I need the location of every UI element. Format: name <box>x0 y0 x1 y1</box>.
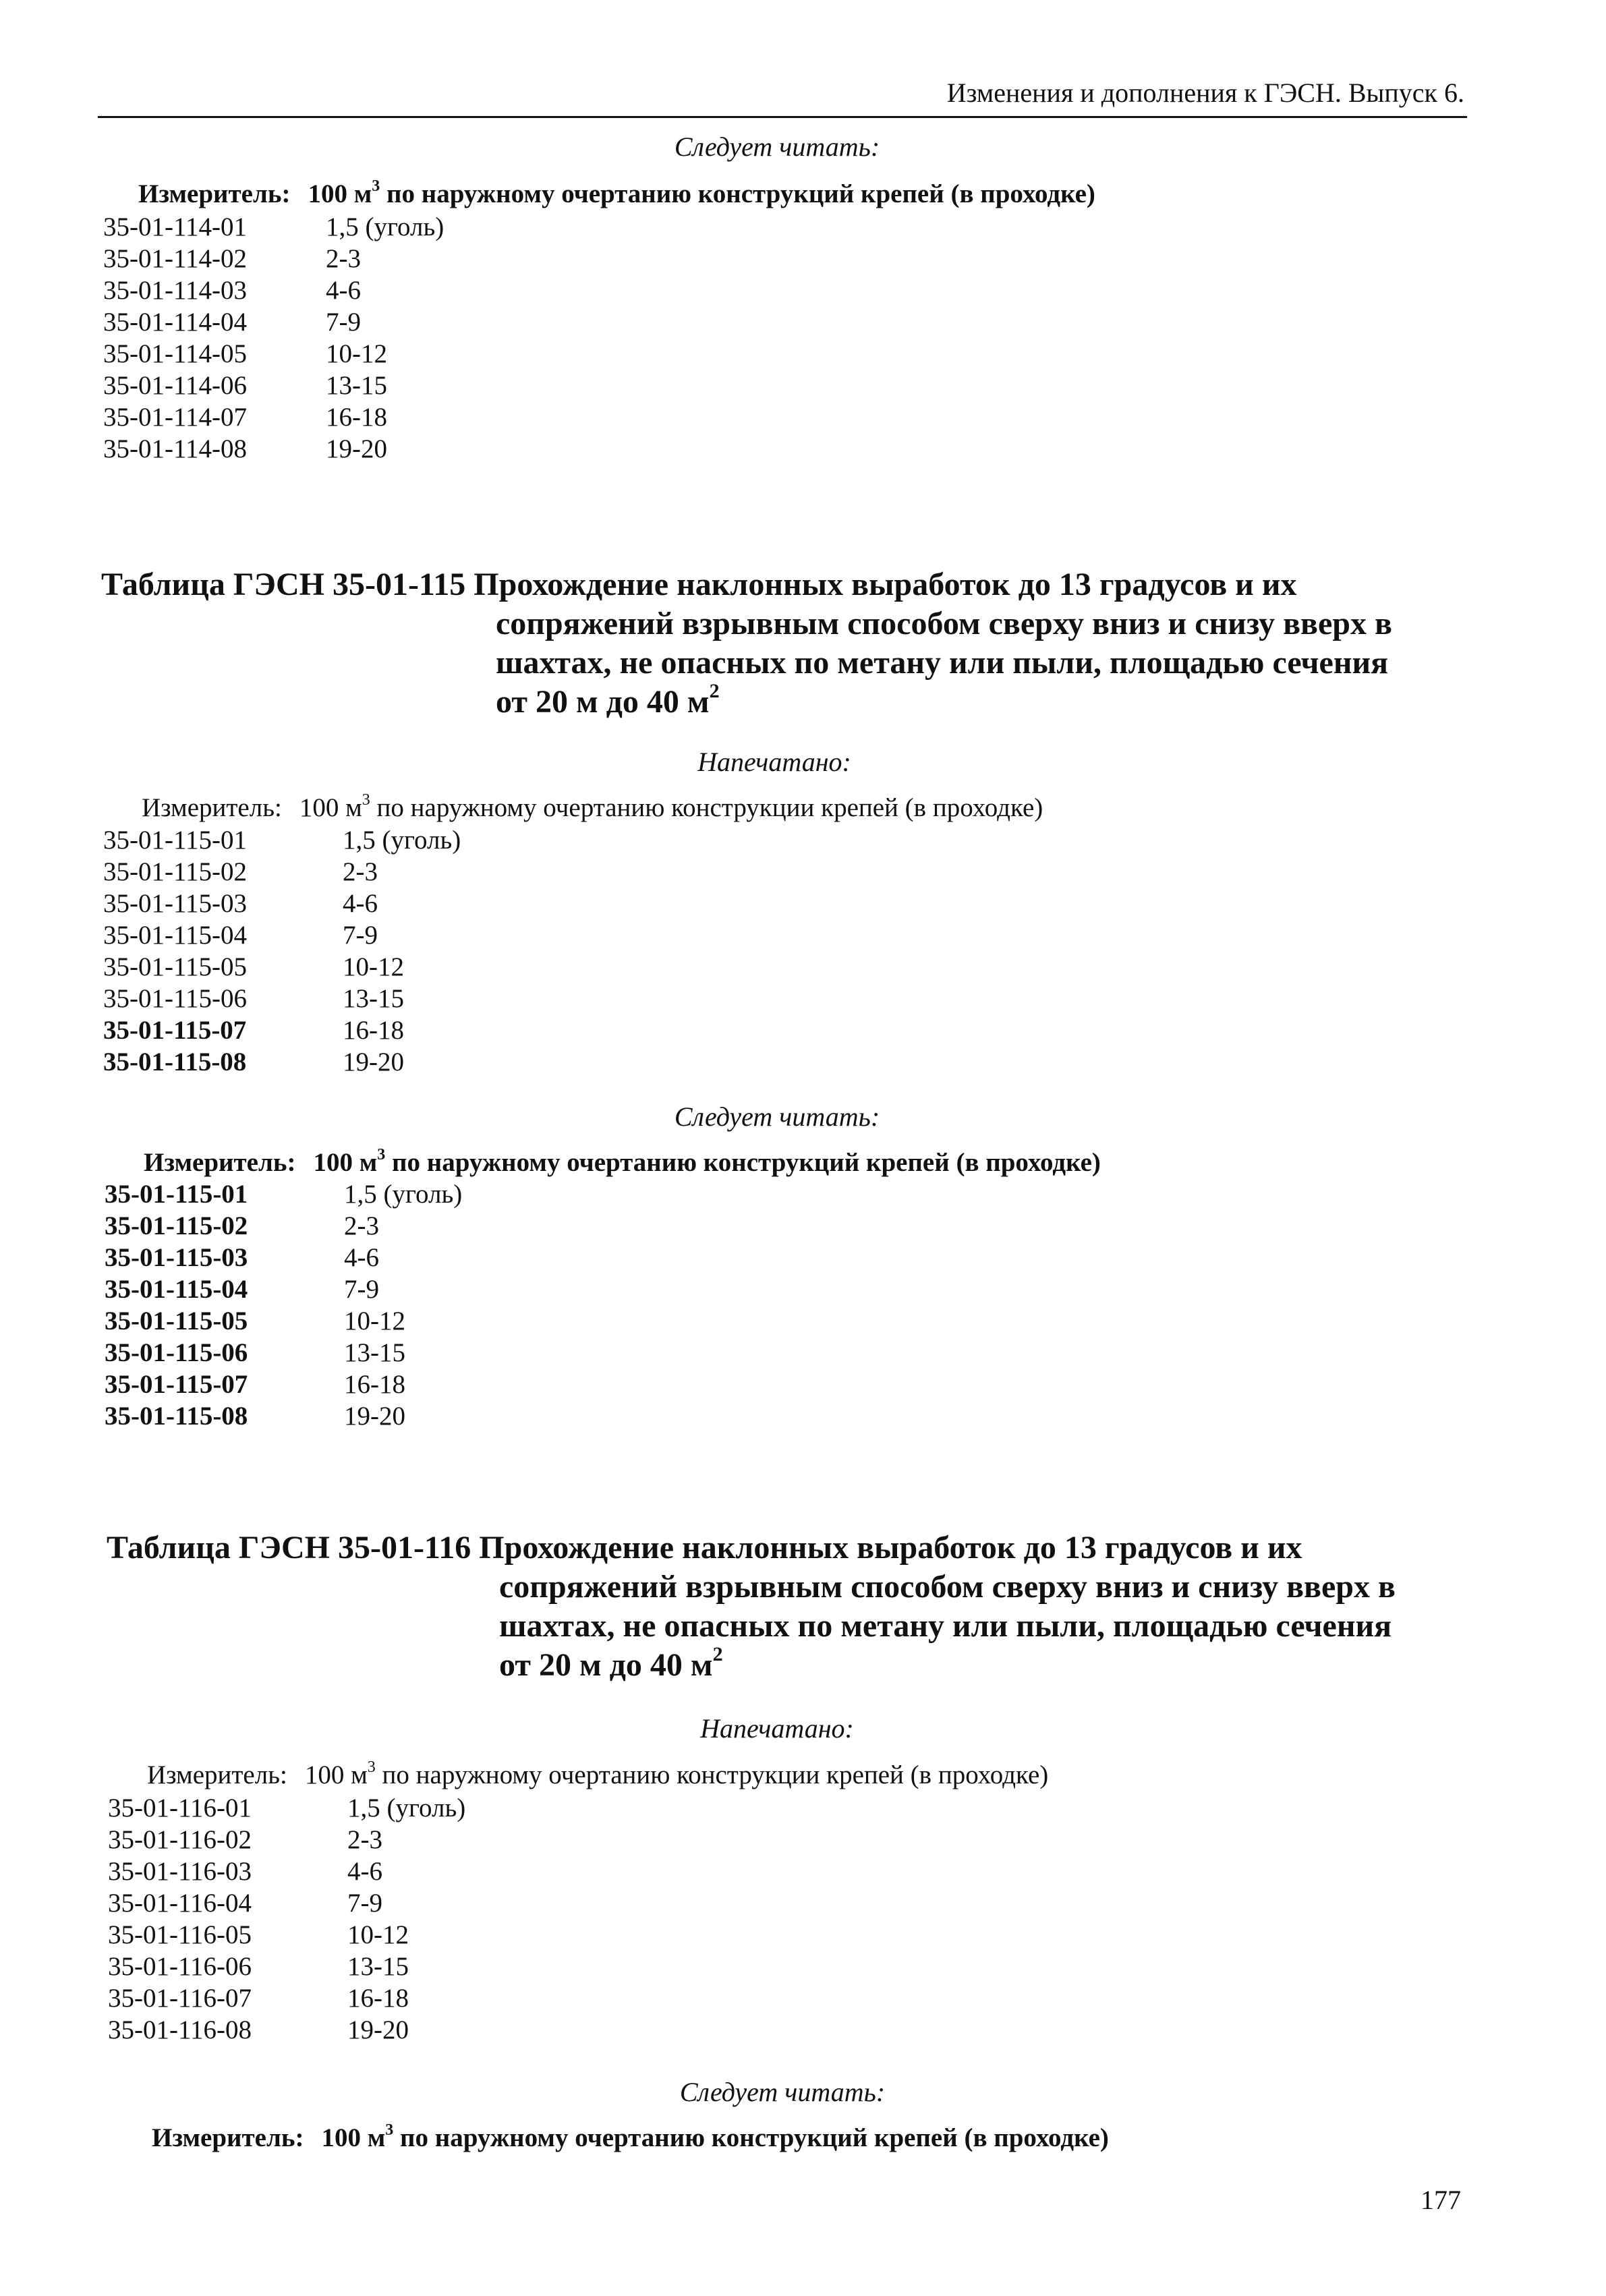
table-row <box>103 211 575 243</box>
row-code: 35-01-114-01 <box>103 212 248 241</box>
unit-power: 3 <box>362 791 370 809</box>
unit-amount: 100 м <box>321 2123 386 2152</box>
row-code: 35-01-116-03 <box>108 1857 252 1886</box>
row-value: 13-15 <box>343 984 404 1013</box>
row-code: 35-01-116-04 <box>108 1889 252 1918</box>
table-row <box>103 370 575 401</box>
row-code: 35-01-116-08 <box>108 2015 252 2044</box>
row-code: 35-01-115-01 <box>103 826 248 855</box>
table-row <box>103 951 575 983</box>
row-code: 35-01-115-06 <box>105 1338 248 1367</box>
table-row <box>103 856 575 888</box>
unit-description: по наружному очертанию конструкции крепей (в проходке) <box>376 793 1043 822</box>
table-115-title-continuation <box>496 604 1392 722</box>
table-row <box>105 1369 577 1400</box>
table-row <box>105 1400 577 1432</box>
row-value: 10-12 <box>326 339 387 368</box>
row-code: 35-01-115-04 <box>103 921 248 950</box>
row-value: 16-18 <box>326 403 387 432</box>
row-code: 35-01-116-01 <box>108 1793 252 1823</box>
row-value: 19-20 <box>343 1047 404 1077</box>
row-value: 2-3 <box>326 244 361 273</box>
row-code: 35-01-114-06 <box>103 371 248 400</box>
row-value: 19-20 <box>326 434 387 463</box>
header-rule <box>98 116 1467 118</box>
unit-amount: 100 м <box>308 179 372 208</box>
table-row <box>108 1792 580 1824</box>
printed-label-116: Напечатано: <box>700 1713 854 1744</box>
rows-115-printed <box>103 824 575 1078</box>
row-code: 35-01-116-05 <box>108 1920 252 1949</box>
table-row <box>103 919 575 951</box>
table-row <box>108 1856 580 1887</box>
unit-description: по наружному очертанию конструкции крепей (в проходке) <box>382 1760 1049 1789</box>
meter-label: Измеритель: <box>142 793 282 822</box>
table-116-title-line3: шахтах, не опасных по метану или пыли, площадью сечения <box>499 1608 1392 1644</box>
row-value: 2-3 <box>344 1211 379 1240</box>
row-value: 10-12 <box>344 1307 405 1336</box>
table-116-title-power: 2 <box>712 1643 723 1665</box>
row-code: 35-01-115-08 <box>103 1047 247 1077</box>
table-row <box>103 243 575 275</box>
row-code: 35-01-114-08 <box>103 434 248 463</box>
row-code: 35-01-115-04 <box>105 1275 248 1304</box>
row-value: 13-15 <box>344 1338 405 1367</box>
table-row <box>105 1337 577 1369</box>
table-row <box>103 306 575 338</box>
row-code: 35-01-115-05 <box>103 952 248 981</box>
row-code: 35-01-115-03 <box>105 1243 248 1272</box>
row-code: 35-01-115-07 <box>105 1370 248 1399</box>
should-read-label-114: Следует читать: <box>674 132 880 162</box>
table-row <box>105 1210 577 1242</box>
row-code: 35-01-115-01 <box>105 1180 248 1209</box>
row-value: 19-20 <box>347 2015 409 2044</box>
row-code: 35-01-116-07 <box>108 1984 252 2013</box>
row-value: 19-20 <box>344 1402 405 1431</box>
row-value: 1,5 (уголь) <box>347 1793 466 1823</box>
should-read-label-116: Следует читать: <box>679 2077 886 2107</box>
row-value: 4-6 <box>343 889 378 918</box>
row-value: 7-9 <box>344 1275 379 1304</box>
row-value: 16-18 <box>344 1370 405 1399</box>
table-115-title <box>101 565 1296 604</box>
row-value: 4-6 <box>344 1243 379 1272</box>
row-value: 1,5 (уголь) <box>326 212 444 241</box>
table-116-title-line1: Прохождение наклонных выработок до 13 градусов и их <box>479 1530 1302 1566</box>
unit-description: по наружному очертанию конструкций крепей (в проходке) <box>400 2123 1109 2152</box>
row-value: 16-18 <box>343 1016 404 1045</box>
unit-line-116-printed <box>147 1758 1049 1789</box>
table-row <box>103 824 575 856</box>
table-row <box>103 275 575 306</box>
unit-power: 3 <box>367 1758 376 1776</box>
row-value: 10-12 <box>347 1920 409 1949</box>
row-value: 7-9 <box>326 308 361 337</box>
row-code: 35-01-114-02 <box>103 244 248 273</box>
row-code: 35-01-115-02 <box>105 1211 248 1240</box>
row-code: 35-01-116-06 <box>108 1952 252 1981</box>
table-row <box>103 1046 575 1078</box>
rows-114-should <box>103 211 575 465</box>
unit-line-116-should <box>152 2121 1109 2152</box>
row-code: 35-01-115-06 <box>103 984 248 1013</box>
row-value: 1,5 (уголь) <box>343 826 461 855</box>
row-code: 35-01-115-02 <box>103 857 248 886</box>
table-row <box>108 1982 580 2014</box>
table-116-prefix: Таблица ГЭСН 35-01-116 <box>107 1530 471 1566</box>
row-value: 1,5 (уголь) <box>344 1180 463 1209</box>
table-115-title-line1: Прохождение наклонных выработок до 13 градусов и их <box>474 567 1297 602</box>
row-value: 4-6 <box>326 276 361 305</box>
meter-label: Измеритель: <box>144 1148 296 1177</box>
printed-label-115: Напечатано: <box>697 747 851 777</box>
row-code: 35-01-114-05 <box>103 339 248 368</box>
running-header: Изменения и дополнения к ГЭСН. Выпуск 6. <box>946 78 1464 108</box>
row-value: 16-18 <box>347 1984 409 2013</box>
row-code: 35-01-115-03 <box>103 889 248 918</box>
table-row <box>108 1919 580 1951</box>
row-code: 35-01-115-08 <box>105 1402 248 1431</box>
unit-power: 3 <box>385 2121 394 2139</box>
should-read-label-115: Следует читать: <box>674 1101 880 1132</box>
table-row <box>103 338 575 370</box>
row-value: 13-15 <box>347 1952 409 1981</box>
table-row <box>103 983 575 1014</box>
unit-power: 3 <box>372 177 380 195</box>
meter-label: Измеритель: <box>152 2123 304 2152</box>
row-code: 35-01-114-04 <box>103 308 248 337</box>
table-row <box>105 1273 577 1305</box>
unit-line-114-should <box>138 177 1095 208</box>
row-code: 35-01-115-07 <box>103 1016 247 1045</box>
row-value: 2-3 <box>343 857 378 886</box>
row-code: 35-01-114-07 <box>103 403 248 432</box>
table-row <box>108 1887 580 1919</box>
row-code: 35-01-115-05 <box>105 1307 248 1336</box>
table-115-title-power: 2 <box>709 680 720 702</box>
row-value: 13-15 <box>326 371 387 400</box>
unit-amount: 100 м <box>304 1760 368 1789</box>
table-row <box>103 401 575 433</box>
unit-power: 3 <box>377 1146 386 1164</box>
table-115-title-line2: сопряжений взрывным способом сверху вниз и снизу вверх в <box>496 606 1392 641</box>
unit-description: по наружному очертанию конструкций крепей (в проходке) <box>386 179 1095 208</box>
meter-label: Измеритель: <box>147 1760 287 1789</box>
unit-description: по наружному очертанию конструкций крепей (в проходке) <box>392 1148 1101 1177</box>
unit-amount: 100 м <box>313 1148 378 1177</box>
row-code: 35-01-114-03 <box>103 276 248 305</box>
table-115-title-line3: шахтах, не опасных по метану или пыли, площадью сечения <box>496 645 1389 681</box>
table-row <box>108 2014 580 2046</box>
table-116-title-continuation <box>499 1568 1396 1685</box>
unit-line-115-printed <box>142 791 1043 822</box>
table-116-title-line4: от 20 м до 40 м <box>499 1647 713 1683</box>
table-row <box>103 1014 575 1046</box>
table-row <box>103 888 575 919</box>
table-116-title <box>107 1528 1302 1568</box>
unit-amount: 100 м <box>299 793 362 822</box>
rows-116-printed <box>108 1792 580 2046</box>
table-row <box>103 433 575 465</box>
table-row <box>108 1951 580 1982</box>
table-row <box>108 1824 580 1856</box>
row-value: 10-12 <box>343 952 404 981</box>
table-115-prefix: Таблица ГЭСН 35-01-115 <box>101 567 466 602</box>
meter-label: Измеритель: <box>138 179 291 208</box>
unit-line-115-should <box>144 1146 1101 1177</box>
page-number: 177 <box>1421 2185 1461 2215</box>
row-value: 7-9 <box>347 1889 382 1918</box>
table-115-title-line4: от 20 м до 40 м <box>496 684 710 720</box>
table-116-title-line2: сопряжений взрывным способом сверху вниз и снизу вверх в <box>499 1569 1396 1605</box>
table-row <box>105 1242 577 1273</box>
table-row <box>105 1178 577 1210</box>
row-value: 4-6 <box>347 1857 382 1886</box>
row-value: 2-3 <box>347 1825 382 1854</box>
table-row <box>105 1305 577 1337</box>
rows-115-should <box>105 1178 577 1432</box>
row-code: 35-01-116-02 <box>108 1825 252 1854</box>
row-value: 7-9 <box>343 921 378 950</box>
